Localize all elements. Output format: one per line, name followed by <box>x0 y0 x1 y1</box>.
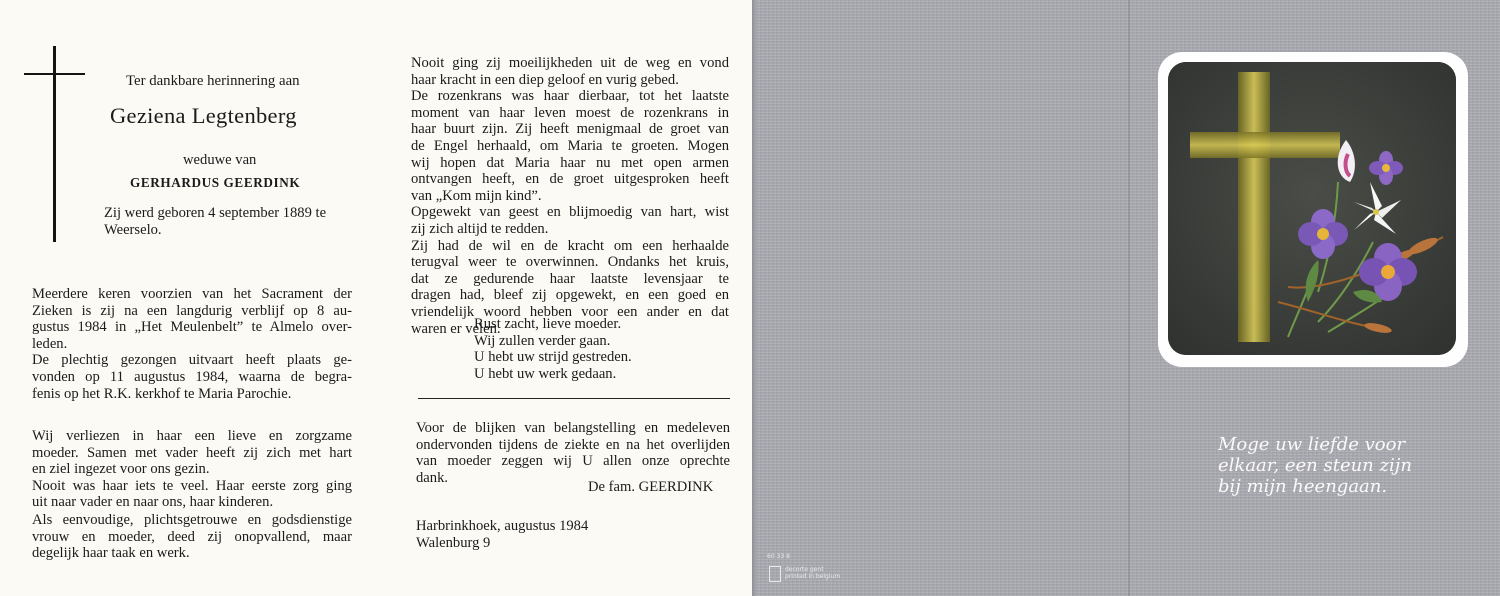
poem-line: Wij zullen verder gaan. <box>474 332 611 349</box>
text-line: vonden op 11 augustus 1984, waarna de begra- <box>32 368 352 385</box>
flowers-icon <box>1168 62 1456 355</box>
text-line: leden. <box>32 335 68 352</box>
cross-icon <box>1238 72 1270 342</box>
text-line: ontvangen heeft, en de groet uitgesproken heeft <box>411 171 729 188</box>
text-line: van „Kom mijn kind”. <box>411 187 542 204</box>
death-paragraph <box>32 286 352 402</box>
imprint-line: printed in belgium <box>785 573 841 580</box>
text-line: moment van haar leven moest de rozenkrans in <box>411 104 729 121</box>
text-line: vriendelijk woord hebben voor een ander en dat <box>411 303 729 320</box>
poem-line: U hebt uw strijd gestreden. <box>474 349 632 366</box>
life-paragraph <box>411 55 729 337</box>
text-line: Voor de blijken van belangstelling en medeleven <box>416 420 730 436</box>
deceased-name: Geziena Legtenberg <box>110 103 297 128</box>
cross-icon-bar <box>24 73 85 75</box>
text-line: Zij had de wil en de kracht om een herhaalde <box>411 237 729 254</box>
text-line: haar buurt zijn. Zij heeft menigmaal de groet van <box>411 121 729 138</box>
text-line: wij hopen dat Maria haar nu met open armen <box>411 154 729 171</box>
character-paragraph <box>32 512 352 562</box>
text-line: Wij verliezen in haar een lieve en zorgzame <box>32 428 352 444</box>
imprint-line: decorte gent <box>785 566 824 573</box>
text-line: Nooit ging zij moeilijkheden uit de weg en vond <box>411 55 729 71</box>
family-signature: De fam. GEERDINK <box>588 479 714 495</box>
address: Walenburg 9 <box>416 535 491 551</box>
text-line: vrouw en moeder, deed zij onopvallend, maar <box>32 528 352 545</box>
cross-flowers-picture <box>1168 62 1456 355</box>
publisher-logo-icon <box>769 566 781 582</box>
imprint-code: 60 33 8 <box>767 553 790 560</box>
intro-line: Ter dankbare herinnering aan <box>126 73 300 89</box>
text-line: van moeder zeggen wij U allen onze oprechte <box>416 453 730 470</box>
text-line: De plechtig gezongen uitvaart heeft plaats ge- <box>32 352 352 369</box>
family-paragraph <box>32 428 352 511</box>
text-line: gustus 1984 in „Het Meulenbelt” te Almelo over- <box>32 319 352 336</box>
text-line: De rozenkrans was haar dierbaar, tot het laatste <box>411 88 729 105</box>
text-line: Als eenvoudige, plichtsgetrouwe en godsdienstige <box>32 512 352 528</box>
text-line: zij zich altijd te redden. <box>411 220 549 237</box>
text-line: ondervonden tijdens de ziekte en na het overlijden <box>416 436 730 453</box>
poem-line: U hebt uw werk gedaan. <box>474 365 617 382</box>
text-line: fenis op het R.K. kerkhof te Maria Parochie. <box>32 385 292 402</box>
cross-icon <box>53 46 56 242</box>
text-line: dank. <box>416 469 449 486</box>
quote-line: bij mijn heengaan. <box>1218 476 1388 497</box>
text-line: en ziel ingezet voor ons gezin. <box>32 461 210 478</box>
poem-line: Rust zacht, lieve moeder. <box>474 316 622 332</box>
text-line: dragen had, bleef zij opgewekt, en een goed en <box>411 287 729 304</box>
divider <box>418 398 730 399</box>
text-line: moeder. Samen met vader heeft zij zich met hart <box>32 444 352 461</box>
cover-quote <box>1218 434 1438 497</box>
text-line: terugval weer te overwinnen. Ondanks het kruis, <box>411 254 729 271</box>
text-line: Opgewekt van geest en blijmoedig van hart, wist <box>411 204 729 221</box>
text-line: Meerdere keren voorzien van het Sacrament der <box>32 286 352 302</box>
birth-line: Weerselo. <box>104 221 162 238</box>
birth-info <box>104 205 354 238</box>
text-line: de Engel herhaald, om Maria te groeten. Mogen <box>411 137 729 154</box>
text-line: Zieken is zij na een langdurig verblijf op 8 au- <box>32 302 352 319</box>
fold-line <box>1128 0 1130 596</box>
place-date: Harbrinkhoek, augustus 1984 <box>416 518 589 534</box>
text-line: haar kracht in een diep geloof en vurig gebed. <box>411 71 679 88</box>
widow-of-line: weduwe van <box>183 152 257 168</box>
text-line: waren er velen. <box>411 320 501 337</box>
quote-line: elkaar, een steun zijn <box>1218 455 1412 476</box>
imprint-text <box>785 566 840 580</box>
poem <box>474 316 724 382</box>
text-line: uit naar vader en naar ons, haar kinderen. <box>32 494 274 511</box>
husband-name: GERHARDUS GEERDINK <box>130 175 301 190</box>
quote-line: Moge uw liefde voor <box>1218 434 1406 455</box>
text-line: Nooit was haar iets te veel. Haar eerste zorg ging <box>32 477 352 494</box>
birth-line: Zij werd geboren 4 september 1889 te <box>104 205 327 221</box>
text-line: degelijk haar taak en werk. <box>32 545 190 562</box>
thanks-paragraph <box>416 420 730 486</box>
cover-edge <box>752 0 756 596</box>
text-line: dat ze gedurende haar laatste levensjaar te <box>411 270 729 287</box>
